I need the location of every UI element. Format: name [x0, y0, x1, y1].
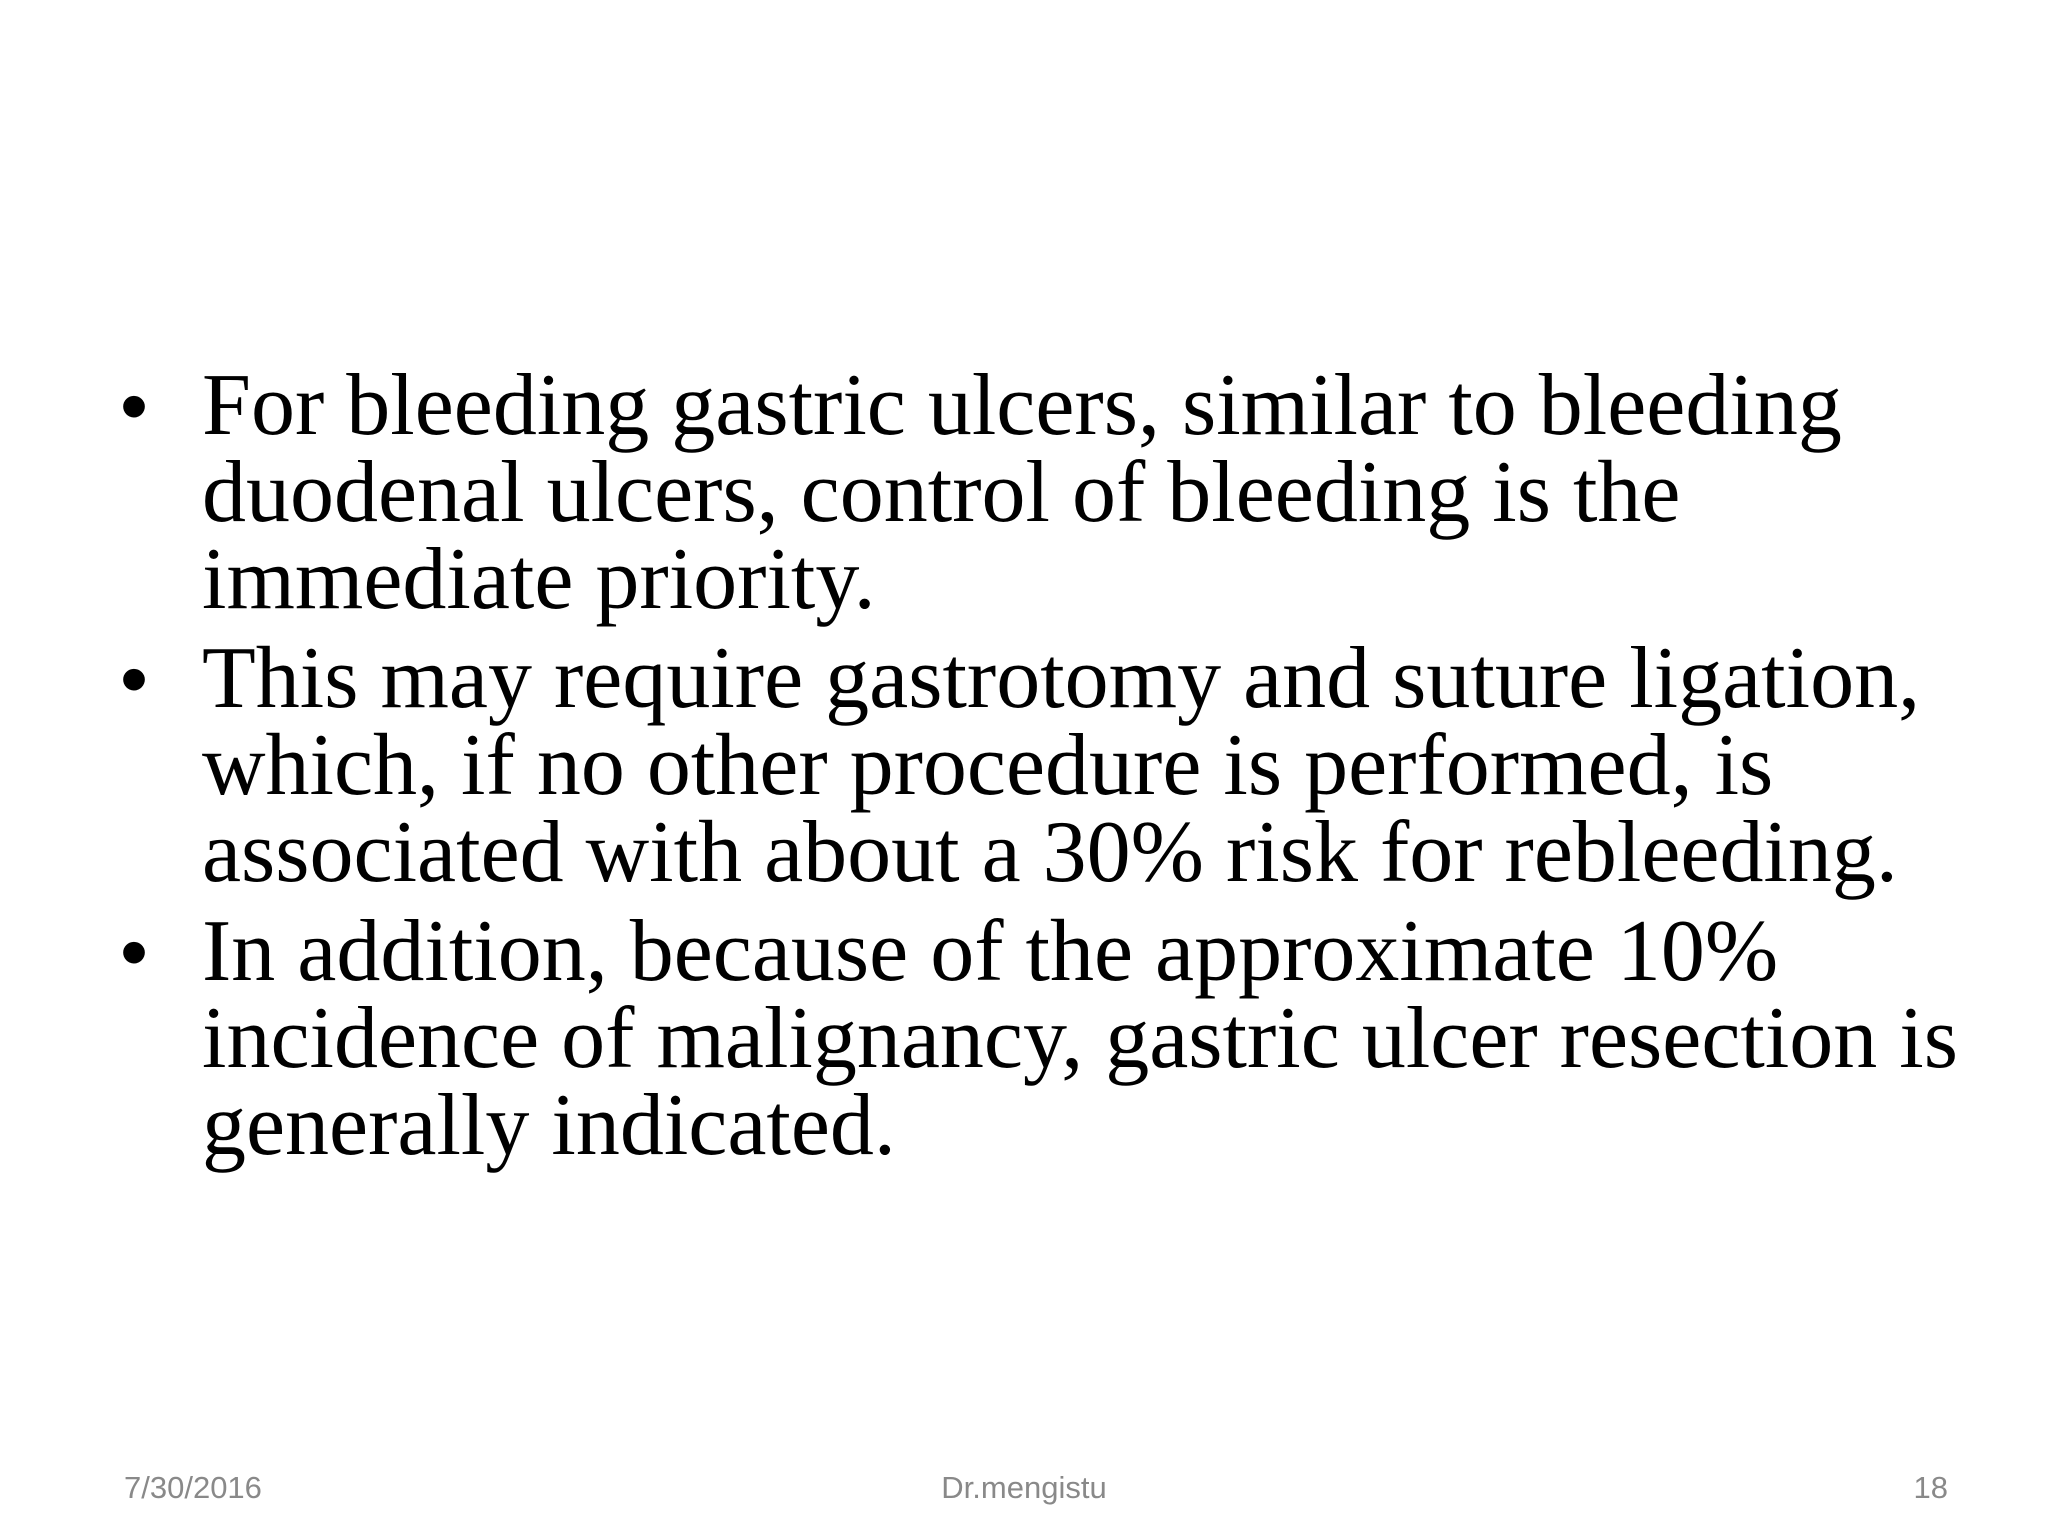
footer-author: Dr.mengistu [941, 1470, 1107, 1505]
bullet-item [120, 630, 1980, 901]
bullet-text: This may require gastrotomy and suture ligation, which, if no other procedure is performed, is associated with about a 30% risk for rebleeding. [202, 630, 1921, 901]
bullet-icon: • [120, 634, 149, 723]
bullet-icon: • [120, 907, 149, 996]
bullet-text: For bleeding gastric ulcers, similar to bleeding duodenal ulcers, control of bleeding is the immediate priority. [202, 357, 1842, 628]
slide-number: 18 [1913, 1470, 1948, 1505]
bullet-list [120, 357, 1980, 1181]
footer-date: 7/30/2016 [124, 1470, 262, 1505]
bullet-text: In addition, because of the approximate 10% incidence of malignancy, gastric ulcer resection is generally indicated. [202, 903, 1959, 1174]
bullet-item [120, 903, 1980, 1174]
bullet-icon: • [120, 361, 149, 450]
bullet-item [120, 357, 1980, 628]
